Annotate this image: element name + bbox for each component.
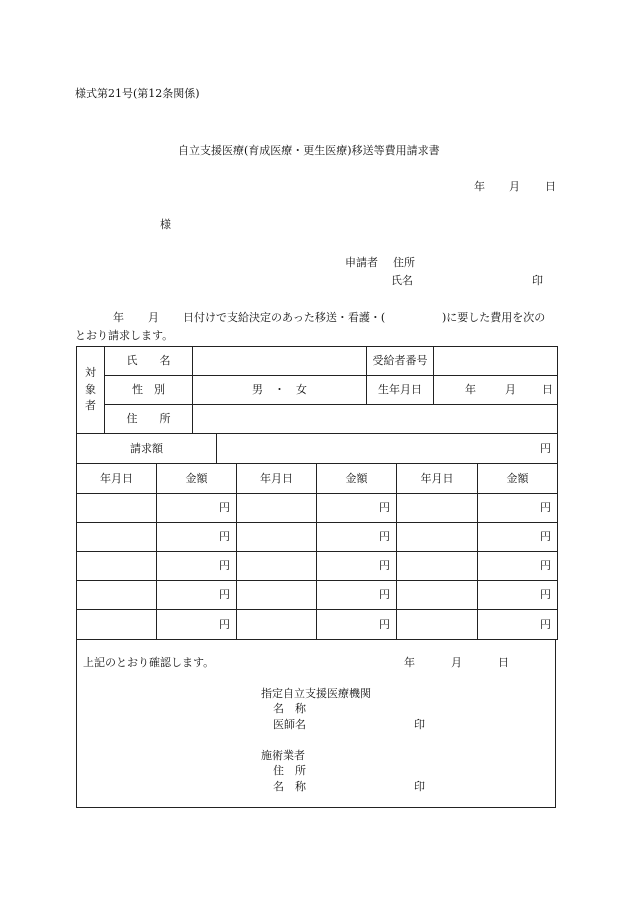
date-cell[interactable] xyxy=(237,610,317,640)
amount-cell[interactable]: 円 xyxy=(317,494,397,523)
date-cell[interactable] xyxy=(77,610,157,640)
applicant-seal: 印 xyxy=(532,274,543,287)
birthdate-day: 日 xyxy=(542,383,553,396)
header-date: 年月日 xyxy=(77,464,157,494)
date-cell[interactable] xyxy=(237,494,317,523)
header-date: 年月日 xyxy=(237,464,317,494)
amount-cell[interactable]: 円 xyxy=(317,552,397,581)
date-day: 日 xyxy=(545,180,556,193)
amount-cell[interactable]: 円 xyxy=(157,523,237,552)
applicant-label: 申請者 xyxy=(345,256,378,269)
header-date: 年月日 xyxy=(397,464,478,494)
birthdate-field[interactable] xyxy=(434,376,558,405)
intro-line2: とおり請求します。 xyxy=(75,329,174,342)
date-year: 年 xyxy=(474,180,485,193)
detail-table xyxy=(76,463,558,640)
date-cell[interactable] xyxy=(397,552,478,581)
table-row xyxy=(77,523,558,552)
gender-field[interactable]: 男 ・ 女 xyxy=(193,376,367,405)
institution-name-label: 名 称 xyxy=(273,702,306,715)
subject-label xyxy=(77,347,105,434)
recipient-number-label: 受給者番号 xyxy=(367,347,434,376)
claim-amount-field[interactable]: 円 xyxy=(217,434,558,464)
subject-label-char: 象 xyxy=(85,382,96,396)
institution-title: 指定自立支援医療機関 xyxy=(261,687,371,700)
intro-line1-end: )に要した費用を次の xyxy=(442,311,546,324)
institution-doctor-label: 医師名 xyxy=(273,718,306,731)
amount-cell[interactable]: 円 xyxy=(478,581,558,610)
date-month: 月 xyxy=(509,180,520,193)
date-cell[interactable] xyxy=(77,581,157,610)
practitioner-address-label: 住 所 xyxy=(273,764,306,777)
name-label: 氏 名 xyxy=(105,347,193,376)
amount-cell[interactable]: 円 xyxy=(317,523,397,552)
table-row xyxy=(77,494,558,523)
claim-label: 請求額 xyxy=(77,434,217,464)
recipient-number-field[interactable] xyxy=(434,347,558,376)
intro-line1: 日付けで支給決定のあった移送・看護・( xyxy=(183,311,386,324)
institution-seal: 印 xyxy=(414,718,425,731)
practitioner-seal: 印 xyxy=(414,780,425,793)
confirmation-year: 年 xyxy=(404,656,415,669)
amount-cell[interactable]: 円 xyxy=(478,610,558,640)
claim-table xyxy=(76,433,558,464)
address-label: 住 所 xyxy=(105,405,193,434)
date-cell[interactable] xyxy=(237,523,317,552)
amount-cell[interactable]: 円 xyxy=(157,552,237,581)
page-title: 自立支援医療(育成医療・更生医療)移送等費用請求書 xyxy=(178,144,440,157)
applicant-name-label: 氏名 xyxy=(391,274,413,287)
birthdate-year: 年 xyxy=(465,383,476,396)
table-row xyxy=(77,610,558,640)
date-cell[interactable] xyxy=(397,523,478,552)
amount-cell[interactable]: 円 xyxy=(157,581,237,610)
table-row xyxy=(77,552,558,581)
address-field[interactable] xyxy=(193,405,558,434)
birthdate-label: 生年月日 xyxy=(367,376,434,405)
subject-label-char: 者 xyxy=(85,399,96,413)
intro-month: 月 xyxy=(148,311,159,324)
amount-cell[interactable]: 円 xyxy=(317,610,397,640)
header-amount: 金額 xyxy=(478,464,558,494)
addressee-suffix: 様 xyxy=(160,218,171,231)
header-amount: 金額 xyxy=(317,464,397,494)
amount-cell[interactable]: 円 xyxy=(478,494,558,523)
applicant-address-label: 住所 xyxy=(393,256,415,269)
confirmation-text: 上記のとおり確認します。 xyxy=(83,656,215,669)
practitioner-title: 施術業者 xyxy=(261,749,305,762)
form-number: 様式第21号(第12条関係) xyxy=(75,87,200,100)
date-cell[interactable] xyxy=(77,523,157,552)
birthdate-month: 月 xyxy=(505,383,516,396)
date-cell[interactable] xyxy=(77,494,157,523)
amount-cell[interactable]: 円 xyxy=(478,523,558,552)
practitioner-name-label: 名 称 xyxy=(273,780,306,793)
date-cell[interactable] xyxy=(77,552,157,581)
subject-label-char: 対 xyxy=(85,366,96,380)
confirmation-month: 月 xyxy=(451,656,462,669)
table-row xyxy=(77,581,558,610)
subject-table xyxy=(76,346,558,434)
amount-cell[interactable]: 円 xyxy=(478,552,558,581)
amount-cell[interactable]: 円 xyxy=(157,494,237,523)
date-cell[interactable] xyxy=(237,552,317,581)
date-cell[interactable] xyxy=(237,581,317,610)
name-field[interactable] xyxy=(193,347,367,376)
amount-cell[interactable]: 円 xyxy=(317,581,397,610)
date-cell[interactable] xyxy=(397,494,478,523)
date-cell[interactable] xyxy=(397,610,478,640)
intro-year: 年 xyxy=(113,311,124,324)
confirmation-box xyxy=(76,639,556,808)
date-cell[interactable] xyxy=(397,581,478,610)
confirmation-day: 日 xyxy=(498,656,509,669)
amount-cell[interactable]: 円 xyxy=(157,610,237,640)
header-amount: 金額 xyxy=(157,464,237,494)
gender-label: 性 別 xyxy=(105,376,193,405)
